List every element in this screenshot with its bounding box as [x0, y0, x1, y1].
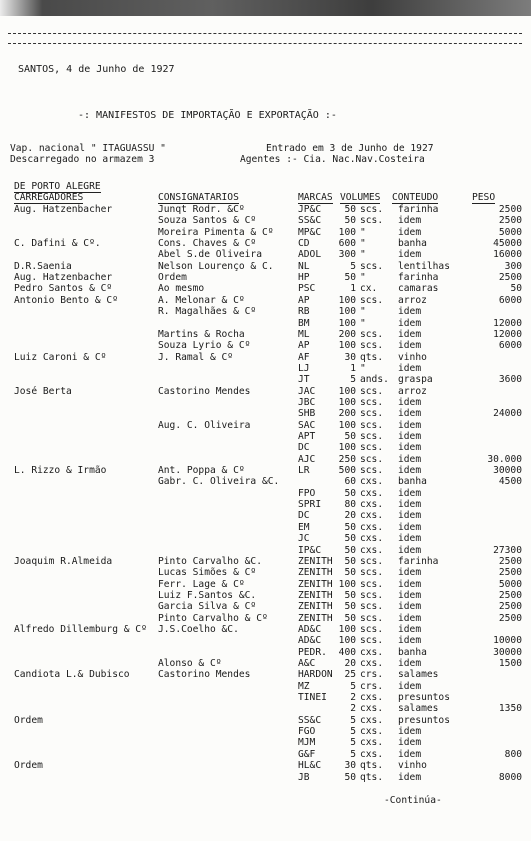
row-shipper: Candiota L.& Dubisco: [14, 669, 130, 681]
row-quantity: 250: [338, 453, 356, 465]
row-unit: ": [360, 306, 366, 318]
row-quantity: 2: [350, 692, 356, 703]
row-mark: JC: [298, 533, 310, 545]
row-consignee: Aug. C. Oliveira: [158, 419, 251, 431]
continues-note: -Continúa-: [384, 795, 442, 806]
row-unit: scs.: [360, 635, 384, 647]
row-mark: HL&C: [298, 760, 322, 772]
row-content: idem: [398, 442, 422, 454]
row-consignee: Abel S.de Oliveira: [158, 249, 262, 261]
row-content: idem: [398, 328, 422, 340]
row-content: idem: [398, 612, 422, 624]
row-unit: cxs.: [360, 476, 384, 488]
row-content: idem: [398, 362, 422, 374]
row-quantity: 80: [344, 499, 356, 511]
row-mark: SAC: [298, 419, 316, 431]
row-content: farinha: [398, 555, 439, 567]
row-content: idem: [398, 737, 422, 749]
row-mark: SPRI: [298, 499, 322, 511]
column-consignees: CONSIGNATARIOS: [158, 192, 239, 203]
row-unit: cxs.: [360, 510, 384, 522]
row-quantity: 5: [350, 680, 356, 692]
row-consignee: Pinto Carvalho & Cº: [158, 612, 268, 624]
row-consignee: Gabr. C. Oliveira &C.: [158, 476, 280, 488]
row-quantity: 20: [344, 658, 356, 669]
row-quantity: 100: [338, 340, 356, 352]
row-weight: 30.000: [487, 453, 522, 465]
row-unit: ands.: [360, 374, 389, 386]
row-content: idem: [398, 317, 422, 329]
row-content: idem: [398, 680, 422, 692]
row-content: idem: [398, 465, 422, 477]
row-quantity: 50: [344, 601, 356, 613]
row-weight: 2500: [498, 567, 522, 579]
row-unit: ": [360, 238, 366, 250]
row-consignee: Luiz F.Santos &C.: [158, 589, 257, 601]
row-mark: TINEI: [298, 692, 327, 703]
row-content: idem: [398, 567, 422, 579]
row-shipper: Antonio Bento & Cº: [14, 294, 118, 306]
row-mark: DC: [298, 442, 310, 454]
row-unit: cxs.: [360, 521, 384, 533]
row-shipper: Joaquim R.Almeida: [14, 555, 113, 567]
agents-line: Agentes :- Cia. Nac.Nav.Costeira: [240, 154, 425, 165]
row-mark: SS&C: [298, 714, 322, 726]
row-content: idem: [398, 748, 422, 760]
row-consignee: Souza Lyrio & Cº: [158, 340, 251, 352]
row-mark: AJC: [298, 453, 316, 465]
row-consignee: Castorino Mendes: [158, 669, 251, 681]
row-content: idem: [398, 340, 422, 352]
row-weight: 300: [504, 260, 522, 272]
row-quantity: 50: [344, 544, 356, 556]
row-unit: scs.: [360, 465, 384, 477]
row-unit: scs.: [360, 328, 384, 340]
dateline: SANTOS, 4 de Junho de 1927: [18, 64, 175, 75]
row-weight: 4500: [498, 476, 522, 488]
row-unit: scs.: [360, 215, 384, 227]
row-weight: 12000: [493, 328, 522, 340]
row-unit: scs.: [360, 612, 384, 624]
row-unit: scs.: [360, 419, 384, 431]
row-consignee: Garcia Silva & Cº: [158, 601, 257, 613]
row-mark: PSC: [298, 283, 316, 295]
row-weight: 8000: [498, 771, 522, 783]
row-quantity: 5: [350, 714, 356, 726]
row-quantity: 50: [344, 555, 356, 567]
row-content: idem: [398, 499, 422, 511]
scan-edge-band: [0, 0, 531, 16]
row-quantity: 50: [344, 487, 356, 499]
row-mark: ZENITH: [298, 555, 333, 567]
row-mark: SS&C: [298, 215, 322, 227]
row-quantity: 100: [338, 294, 356, 306]
row-quantity: 100: [338, 635, 356, 647]
row-content: idem: [398, 624, 422, 635]
row-shipper: José Berta: [14, 385, 72, 397]
row-unit: ": [360, 249, 366, 261]
row-consignee: Ant. Poppa & Cº: [158, 465, 245, 477]
row-quantity: 100: [338, 442, 356, 454]
row-content: idem: [398, 726, 422, 738]
row-quantity: 100: [338, 317, 356, 329]
row-weight: 2500: [498, 215, 522, 227]
row-weight: 16000: [493, 249, 522, 261]
row-weight: 10000: [493, 635, 522, 647]
row-content: arroz: [398, 294, 427, 306]
row-content: idem: [398, 533, 422, 545]
row-unit: crs.: [360, 669, 384, 681]
row-mark: HP: [298, 272, 310, 284]
row-quantity: 20: [344, 510, 356, 522]
row-content: idem: [398, 658, 422, 669]
row-content: idem: [398, 431, 422, 442]
row-content: banha: [398, 238, 427, 250]
row-unit: ": [360, 362, 366, 374]
row-content: idem: [398, 487, 422, 499]
row-content: camaras: [398, 283, 439, 295]
column-marks: MARCAS: [298, 192, 333, 203]
row-quantity: 50: [344, 204, 356, 215]
row-content: idem: [398, 226, 422, 238]
row-unit: scs.: [360, 555, 384, 567]
row-unit: scs.: [360, 601, 384, 613]
row-unit: cxs.: [360, 658, 384, 669]
row-consignee: Alonso & Cº: [158, 658, 222, 669]
row-content: banha: [398, 646, 427, 658]
dashed-rule-top: [8, 33, 522, 34]
row-weight: 6000: [498, 340, 522, 352]
row-consignee: Cons. Chaves & Cº: [158, 238, 257, 250]
row-unit: cxs.: [360, 726, 384, 738]
row-quantity: 30: [344, 351, 356, 363]
row-content: idem: [398, 771, 422, 783]
row-quantity: 50: [344, 431, 356, 442]
row-mark: MZ: [298, 680, 310, 692]
row-content: idem: [398, 249, 422, 261]
column-shippers: CARREGADORES: [14, 192, 84, 203]
row-consignee: R. Magalhães & Cº: [158, 306, 257, 318]
row-quantity: 5: [350, 726, 356, 738]
row-mark: FPO: [298, 487, 316, 499]
row-mark: FGO: [298, 726, 316, 738]
row-quantity: 500: [338, 465, 356, 477]
row-quantity: 50: [344, 567, 356, 579]
row-weight: 5000: [498, 578, 522, 590]
cargo-line: Descarregado no armazem 3: [10, 154, 155, 165]
row-mark: PEDR.: [298, 646, 327, 658]
row-mark: AD&C: [298, 635, 322, 647]
row-weight: 27300: [493, 544, 522, 556]
row-quantity: 100: [338, 306, 356, 318]
row-mark: LR: [298, 465, 310, 477]
row-unit: scs.: [360, 431, 384, 442]
row-mark: JP&C: [298, 204, 322, 215]
row-mark: JBC: [298, 396, 316, 408]
row-content: idem: [398, 510, 422, 522]
row-quantity: 60: [344, 476, 356, 488]
row-quantity: 50: [344, 589, 356, 601]
row-content: idem: [398, 453, 422, 465]
row-unit: crs.: [360, 680, 384, 692]
row-quantity: 5: [350, 374, 356, 386]
row-mark: ZENITH: [298, 578, 333, 590]
row-shipper: Ordem: [14, 714, 43, 726]
row-weight: 2500: [498, 612, 522, 624]
row-mark: SHB: [298, 408, 316, 420]
row-quantity: 1: [350, 283, 356, 295]
row-mark: AF: [298, 351, 310, 363]
row-consignee: Martins & Rocha: [158, 328, 245, 340]
row-unit: cxs.: [360, 487, 384, 499]
row-quantity: 5: [350, 748, 356, 760]
ship-line: Vap. nacional " ITAGUASSU ": [10, 143, 166, 154]
row-content: vinho: [398, 760, 427, 772]
row-unit: qts.: [360, 351, 384, 363]
row-content: presuntos: [398, 692, 450, 703]
row-weight: 45000: [493, 238, 522, 250]
row-weight: 2500: [498, 204, 522, 215]
row-content: idem: [398, 589, 422, 601]
row-quantity: 200: [338, 408, 356, 420]
row-quantity: 100: [338, 419, 356, 431]
document-title: -: MANIFESTOS DE IMPORTAÇÃO E EXPORTAÇÃO :-: [78, 110, 337, 121]
row-mark: LJ: [298, 362, 310, 374]
row-shipper: Ordem: [14, 760, 43, 772]
row-unit: cxs.: [360, 692, 384, 703]
row-mark: AD&C: [298, 624, 322, 635]
row-consignee: J. Ramal & Cº: [158, 351, 234, 363]
row-unit: scs.: [360, 396, 384, 408]
row-unit: scs.: [360, 567, 384, 579]
row-consignee: J.S.Coelho &C.: [158, 624, 239, 635]
row-content: idem: [398, 601, 422, 613]
column-weight: PESO: [472, 192, 496, 203]
row-mark: G&F: [298, 748, 316, 760]
row-unit: ": [360, 272, 366, 284]
row-consignee: Pinto Carvalho &C.: [158, 555, 262, 567]
row-weight: 30000: [493, 465, 522, 477]
row-unit: ": [360, 226, 366, 238]
row-unit: qts.: [360, 771, 384, 783]
row-mark: ZENITH: [298, 589, 333, 601]
row-weight: 50: [510, 283, 522, 295]
row-weight: 24000: [493, 408, 522, 420]
row-unit: cxs.: [360, 646, 384, 658]
row-weight: 5000: [498, 226, 522, 238]
row-unit: qts.: [360, 760, 384, 772]
row-unit: cxs.: [360, 499, 384, 511]
row-mark: ML: [298, 328, 310, 340]
row-weight: 12000: [493, 317, 522, 329]
row-mark: ZENITH: [298, 612, 333, 624]
row-shipper: Luiz Caroni & Cº: [14, 351, 107, 363]
row-mark: EM: [298, 521, 310, 533]
row-mark: JAC: [298, 385, 316, 397]
row-unit: scs.: [360, 408, 384, 420]
row-mark: IP&C: [298, 544, 322, 556]
row-consignee: Nelson Lourenço & C.: [158, 260, 274, 272]
row-quantity: 25: [344, 669, 356, 681]
row-shipper: L. Rizzo & Irmão: [14, 465, 107, 477]
row-unit: cxs.: [360, 533, 384, 545]
row-mark: RB: [298, 306, 310, 318]
row-unit: scs.: [360, 453, 384, 465]
row-content: idem: [398, 306, 422, 318]
row-unit: cx.: [360, 283, 378, 295]
row-shipper: D.R.Saenia: [14, 260, 72, 272]
row-shipper: Pedro Santos & Cº: [14, 283, 113, 295]
row-quantity: 2: [350, 703, 356, 715]
row-weight: 2500: [498, 601, 522, 613]
row-unit: scs.: [360, 294, 384, 306]
row-content: idem: [398, 544, 422, 556]
row-content: salames: [398, 669, 439, 681]
row-mark: A&C: [298, 658, 316, 669]
row-mark: AP: [298, 294, 310, 306]
row-unit: scs.: [360, 385, 384, 397]
row-quantity: 50: [344, 215, 356, 227]
row-quantity: 100: [338, 396, 356, 408]
row-consignee: Ferr. Lage & Cº: [158, 578, 245, 590]
row-quantity: 50: [344, 272, 356, 284]
row-weight: 3600: [498, 374, 522, 386]
row-consignee: Junqt Rodr. &Cº: [158, 204, 245, 215]
row-quantity: 300: [338, 249, 356, 261]
row-unit: cxs.: [360, 544, 384, 556]
row-weight: 6000: [498, 294, 522, 306]
column-volumes: VOLUMES: [340, 192, 381, 203]
row-quantity: 50: [344, 521, 356, 533]
row-weight: 2500: [498, 272, 522, 284]
row-content: graspa: [398, 374, 433, 386]
row-content: presuntos: [398, 714, 450, 726]
row-weight: 1500: [498, 658, 522, 669]
row-unit: cxs.: [360, 737, 384, 749]
row-content: banha: [398, 476, 427, 488]
row-consignee: Castorino Mendes: [158, 385, 251, 397]
row-content: farinha: [398, 272, 439, 284]
row-quantity: 50: [344, 612, 356, 624]
row-unit: cxs.: [360, 714, 384, 726]
row-shipper: Aug. Hatzenbacher: [14, 204, 113, 215]
row-shipper: C. Dafini & Cº.: [14, 238, 101, 250]
row-consignee: Moreira Pimenta & Cº: [158, 226, 274, 238]
row-unit: scs.: [360, 204, 384, 215]
row-consignee: Ao mesmo: [158, 283, 205, 295]
row-weight: 2500: [498, 555, 522, 567]
row-quantity: 600: [338, 238, 356, 250]
row-mark: DC: [298, 510, 310, 522]
row-quantity: 50: [344, 771, 356, 783]
row-mark: MJM: [298, 737, 316, 749]
row-content: idem: [398, 578, 422, 590]
row-quantity: 100: [338, 226, 356, 238]
row-quantity: 1: [350, 362, 356, 374]
row-content: salames: [398, 703, 439, 715]
row-mark: HARDON: [298, 669, 333, 681]
column-contents: CONTEUDO: [392, 192, 439, 203]
row-shipper: Alfredo Dillemburg & Cº: [14, 624, 147, 635]
row-quantity: 100: [338, 385, 356, 397]
row-mark: NL: [298, 260, 310, 272]
row-weight: 30000: [493, 646, 522, 658]
row-mark: JB: [298, 771, 310, 783]
row-shipper: Aug. Hatzenbacher: [14, 272, 113, 284]
row-content: idem: [398, 635, 422, 647]
row-quantity: 100: [338, 624, 356, 635]
column-origin: DE PORTO ALEGRE: [14, 181, 101, 192]
row-unit: scs.: [360, 589, 384, 601]
row-unit: scs.: [360, 442, 384, 454]
row-unit: cxs.: [360, 703, 384, 715]
row-mark: BM: [298, 317, 310, 329]
row-mark: CD: [298, 238, 310, 250]
row-unit: scs.: [360, 340, 384, 352]
entry-line: Entrado em 3 de Junho de 1927: [266, 143, 434, 154]
row-quantity: 50: [344, 533, 356, 545]
row-unit: scs.: [360, 260, 384, 272]
row-content: idem: [398, 408, 422, 420]
row-quantity: 5: [350, 737, 356, 749]
row-content: idem: [398, 396, 422, 408]
row-unit: ": [360, 317, 366, 329]
row-unit: cxs.: [360, 748, 384, 760]
row-consignee: A. Melonar & Cº: [158, 294, 245, 306]
row-unit: scs.: [360, 578, 384, 590]
row-mark: ZENITH: [298, 601, 333, 613]
row-unit: scs.: [360, 624, 384, 635]
row-quantity: 200: [338, 328, 356, 340]
row-weight: 800: [504, 748, 522, 760]
row-quantity: 30: [344, 760, 356, 772]
row-quantity: 5: [350, 260, 356, 272]
row-mark: MP&C: [298, 226, 322, 238]
row-content: lentilhas: [398, 260, 450, 272]
row-content: idem: [398, 521, 422, 533]
row-quantity: 400: [338, 646, 356, 658]
row-consignee: Lucas Simões & Cº: [158, 567, 257, 579]
row-content: farinha: [398, 204, 439, 215]
row-mark: ADOL: [298, 249, 322, 261]
row-consignee: Ordem: [158, 272, 187, 284]
row-content: arroz: [398, 385, 427, 397]
row-mark: JT: [298, 374, 310, 386]
row-mark: APT: [298, 431, 316, 442]
row-weight: 2500: [498, 589, 522, 601]
row-content: idem: [398, 419, 422, 431]
row-content: idem: [398, 215, 422, 227]
dashed-rule-second: [8, 43, 522, 44]
row-mark: ZENITH: [298, 567, 333, 579]
row-consignee: Souza Santos & Cº: [158, 215, 257, 227]
row-quantity: 100: [338, 578, 356, 590]
row-weight: 1350: [498, 703, 522, 715]
row-content: vinho: [398, 351, 427, 363]
row-mark: AP: [298, 340, 310, 352]
